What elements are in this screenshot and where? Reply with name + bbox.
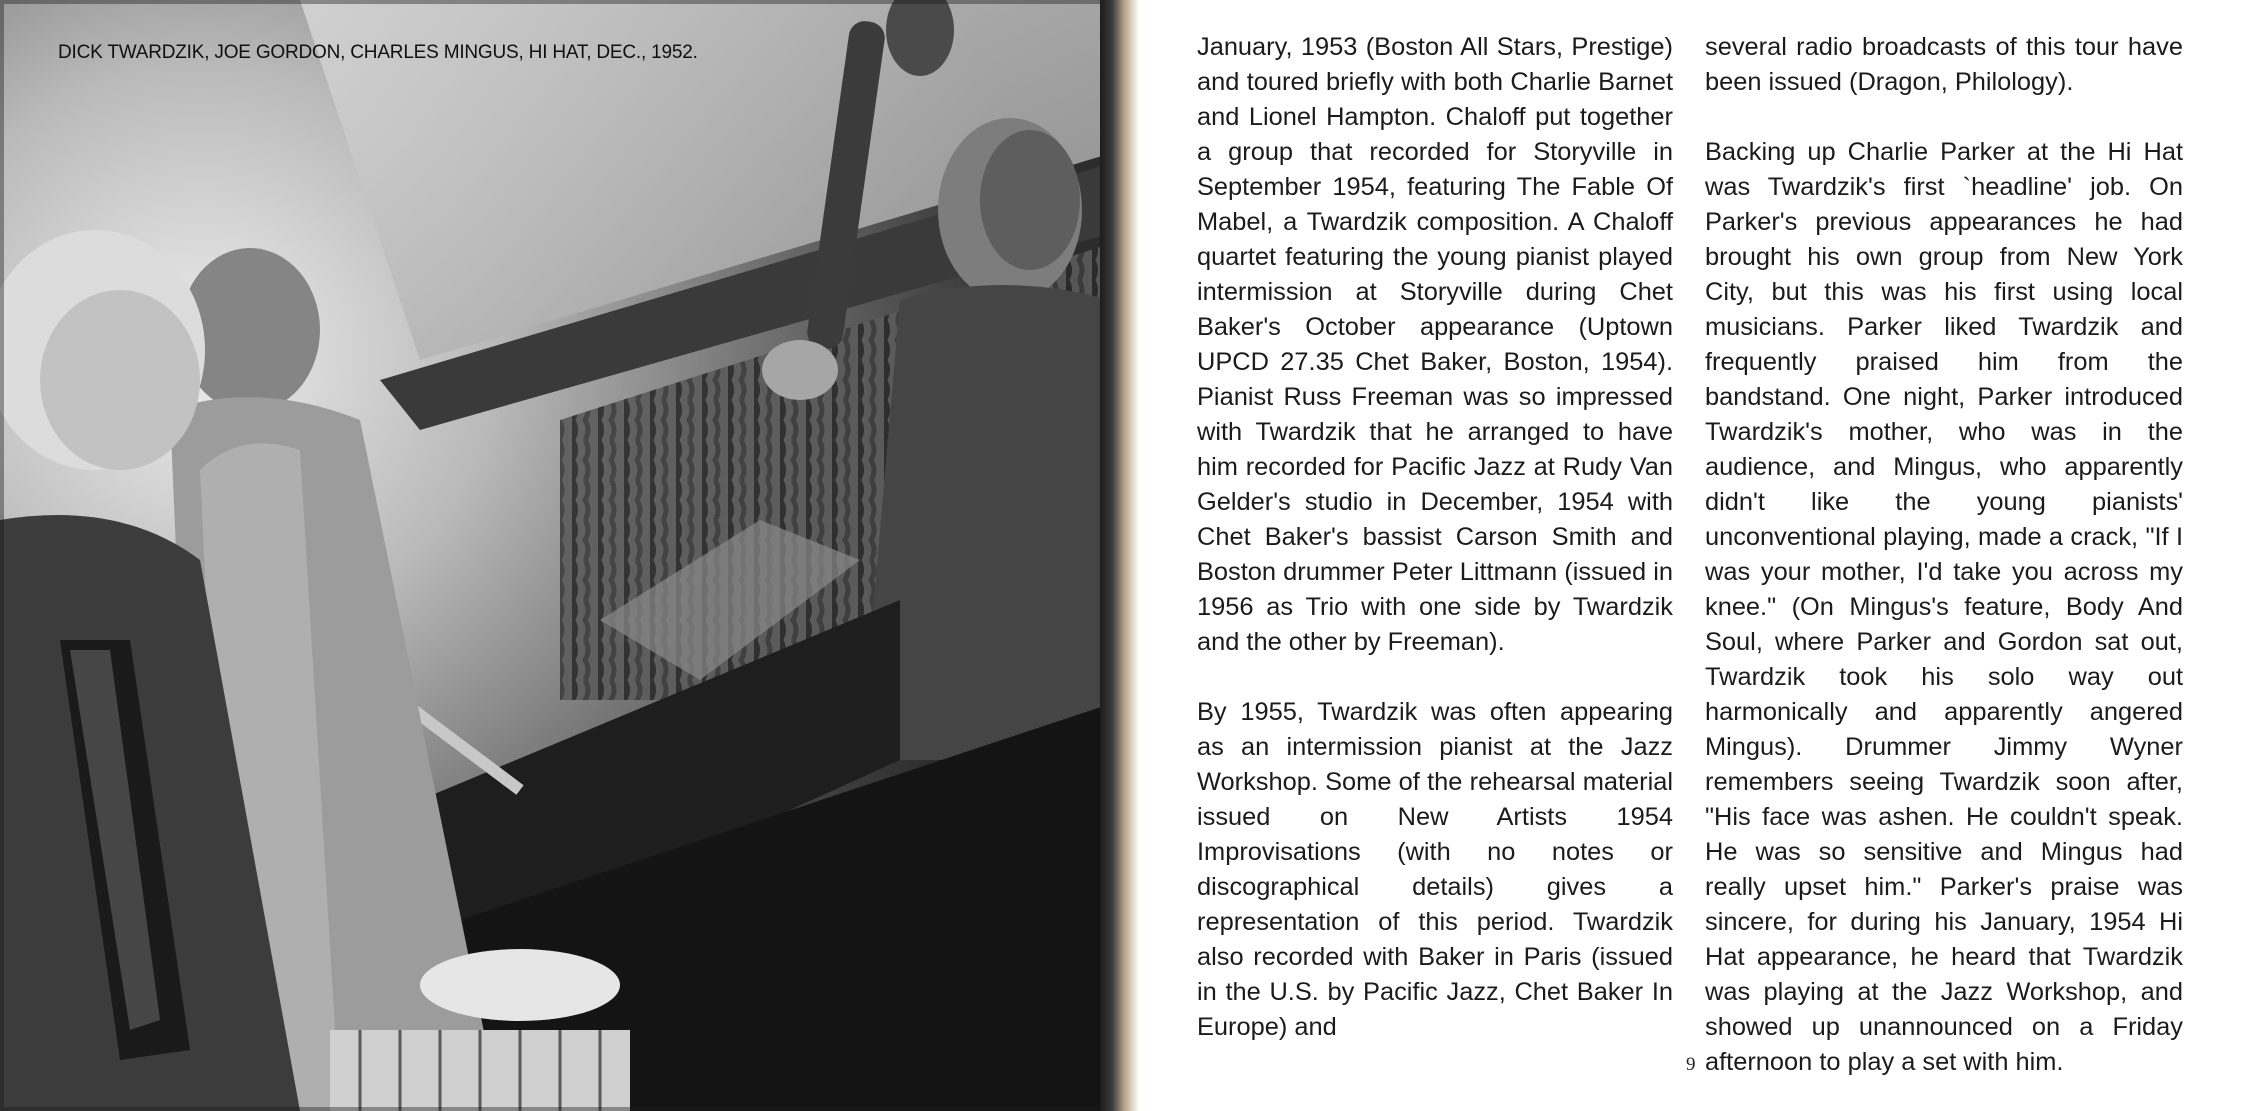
book-gutter [1100, 0, 1140, 1111]
text-column-left [1197, 30, 1673, 1045]
text-page [1138, 0, 2257, 1111]
paragraph: January, 1953 (Boston All Stars, Prestige) and toured briefly with both Charlie Barnet and Lionel Hampton. Chaloff put together a group that recorded for Storyville in September 1954, featuring The Fable Of Mabel, a Twardzik composition. A Chaloff quartet featuring the young pianist played intermission at Storyville during Chet Baker's October appearance (Uptown UPCD 27.35 Chet Baker, Boston, 1954). Pianist Russ Freeman was so impressed with Twardzik that he arranged to have him recorded for Pacific Jazz at Rudy Van Gelder's studio in December, 1954 with Chet Baker's bassist Carson Smith and Boston drummer Peter Littmann (issued in 1956 as Trio with one side by Twardzik and the other by Freeman). [1197, 33, 1673, 656]
photo-page [0, 0, 1122, 1111]
paragraph: Backing up Charlie Parker at the Hi Hat was Twardzik's first `headline' job. On Parker's previous appearances he had brought his own group from New York City, but this was his first using local musicians. Parker liked Twardzik and frequently praised him from the bandstand. One night, Parker introduced Twardzik's mother, who was in the audience, and Mingus, who apparently didn't like the young pianists' unconventional playing, made a crack, "If I was your mother, I'd take you across my knee." (On Mingus's feature, Body And Soul, where Parker and Gordon sat out, Twardzik took his solo way out harmonically and apparently angered Mingus). Drummer Jimmy Wyner remembers seeing Twardzik soon after, "His face was ashen. He couldn't speak. He was so sensitive and Mingus had really upset him." Parker's praise was sincere, for during his January, 1954 Hi Hat appearance, he heard that Twardzik was playing at the Jazz Workshop, and showed up unannounced on a Friday afternoon to play a set with him. [1705, 138, 2183, 1076]
band-photograph [0, 0, 1122, 1111]
photo-caption: DICK TWARDZIK, JOE GORDON, CHARLES MINGUS, HI HAT, DEC., 1952. [58, 42, 698, 63]
page-number: 9 [1686, 1054, 1696, 1075]
paragraph: several radio broadcasts of this tour have been issued (Dragon, Philology). [1705, 33, 2183, 96]
paragraph: By 1955, Twardzik was often appearing as an intermission pianist at the Jazz Workshop. Some of the rehearsal material issued on New Artists 1954 Improvisations (with no notes or discographical details) gives a representation of this period. Twardzik also recorded with Baker in Paris (issued in the U.S. by Pacific Jazz, Chet Baker In Europe) and [1197, 698, 1673, 1041]
text-column-right [1705, 30, 2183, 1080]
